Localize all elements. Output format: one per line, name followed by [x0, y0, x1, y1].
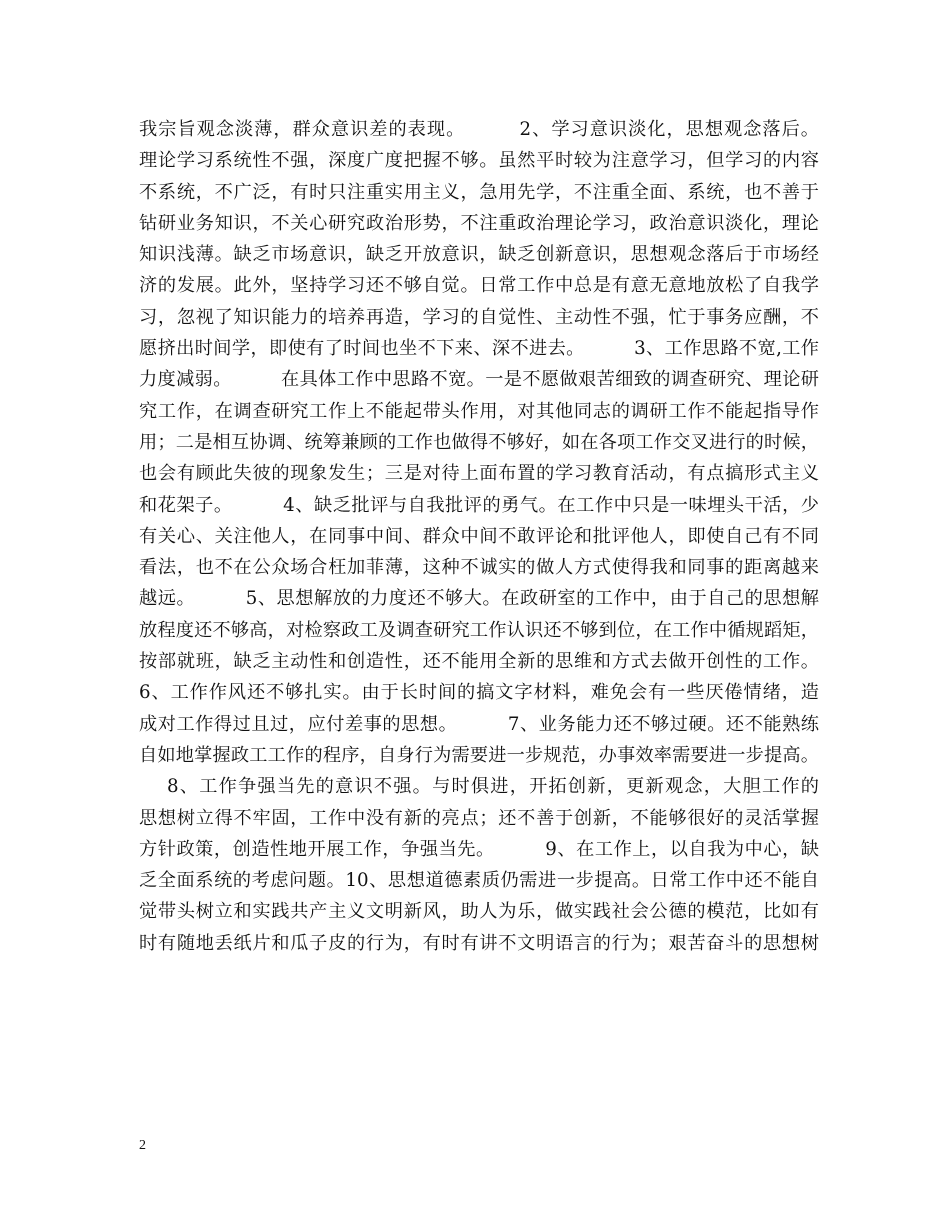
text-line: 觉带头树立和实践共产主义文明新风，助人为乐，做实践社会公德的模范，比如有 — [139, 901, 819, 923]
text-line: 力度减弱。 在具体工作中思路不宽。一是不愿做艰苦细致的调查研究、理论研 — [139, 369, 819, 391]
text-line: 习，忽视了知识能力的培养再造，学习的自觉性、主动性不强，忙于事务应酬，不 — [139, 306, 819, 328]
text-line: 我宗旨观念淡薄，群众意识差的表现。 2、学习意识淡化，思想观念落后。 — [139, 119, 819, 140]
text-line: 不系统，不广泛，有时只注重实用主义，急用先学，不注重全面、系统，也不善于 — [139, 181, 819, 203]
page-number: 2 — [139, 1138, 146, 1153]
text-line: 自如地掌握政工工作的程序，自身行为需要进一步规范，办事效率需要进一步提高。 — [139, 744, 819, 766]
text-line: 理论学习系统性不强，深度广度把握不够。虽然平时较为注意学习，但学习的内容 — [139, 150, 819, 172]
body-text — [139, 114, 819, 959]
text-line: 济的发展。此外，坚持学习还不够自觉。日常工作中总是有意无意地放松了自我学 — [139, 275, 819, 297]
text-line: 和花架子。 4、缺乏批评与自我批评的勇气。在工作中只是一味埋头干活，少 — [139, 494, 819, 516]
text-line: 时有随地丢纸片和瓜子皮的行为，有时有讲不文明语言的行为；艰苦奋斗的思想树 — [139, 932, 819, 954]
text-line: 知识浅薄。缺乏市场意识，缺乏开放意识，缺乏创新意识，思想观念落后于市场经 — [139, 244, 819, 266]
text-line: 究工作，在调查研究工作上不能起带头作用，对其他同志的调研工作不能起指导作 — [139, 400, 819, 422]
text-line: 8、工作争强当先的意识不强。与时俱进，开拓创新，更新观念，大胆工作的 — [139, 776, 819, 798]
text-line: 乏全面系统的考虑问题。10、思想道德素质仍需进一步提高。日常工作中还不能自 — [139, 870, 819, 892]
text-line: 看法，也不在公众场合枉加菲薄，这种不诚实的做人方式使得我和同事的距离越来 — [139, 557, 819, 579]
text-line: 按部就班，缺乏主动性和创造性，还不能用全新的思维和方式去做开创性的工作。 — [139, 651, 819, 673]
text-line: 成对工作得过且过，应付差事的思想。 7、业务能力还不够过硬。还不能熟练 — [139, 713, 819, 735]
text-line: 越远。 5、思想解放的力度还不够大。在政研室的工作中，由于自己的思想解 — [139, 588, 819, 610]
text-line: 有关心、关注他人，在同事中间、群众中间不敢评论和批评他人，即使自己有不同 — [139, 525, 819, 547]
text-line: 愿挤出时间学，即使有了时间也坐不下来、深不进去。 3、工作思路不宽,工作 — [139, 338, 819, 360]
text-line: 6、工作作风还不够扎实。由于长时间的搞文字材料，难免会有一些厌倦情绪，造 — [139, 682, 819, 704]
text-line: 思想树立得不牢固，工作中没有新的亮点；还不善于创新，不能够很好的灵活掌握 — [139, 807, 819, 829]
text-line: 放程度还不够高，对检察政工及调查研究工作认识还不够到位，在工作中循规蹈矩， — [139, 619, 819, 641]
text-line: 方针政策，创造性地开展工作，争强当先。 9、在工作上，以自我为中心，缺 — [139, 838, 819, 860]
text-line: 钻研业务知识，不关心研究政治形势，不注重政治理论学习，政治意识淡化，理论 — [139, 212, 819, 234]
text-line: 用；二是相互协调、统筹兼顾的工作也做得不够好，如在各项工作交叉进行的时候， — [139, 431, 819, 453]
text-line: 也会有顾此失彼的现象发生；三是对待上面布置的学习教育活动，有点搞形式主义 — [139, 463, 819, 485]
